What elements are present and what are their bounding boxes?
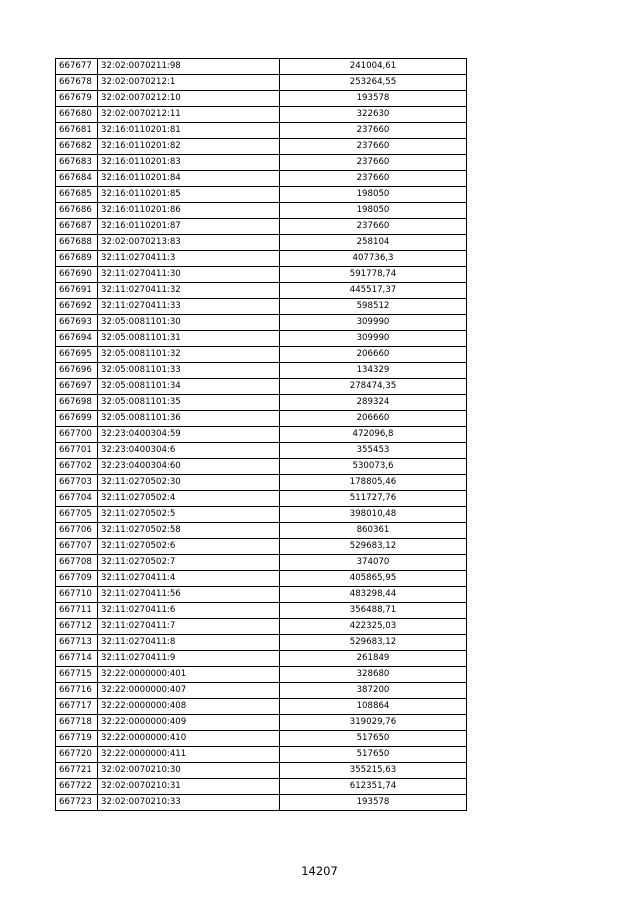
row-id-cell: 667681 (56, 123, 98, 139)
table-row (56, 459, 467, 475)
table-row (56, 203, 467, 219)
row-id-cell: 667712 (56, 619, 98, 635)
cadastral-value-cell: 517650 (280, 731, 467, 747)
row-id-cell: 667680 (56, 107, 98, 123)
cadastral-value-cell: 387200 (280, 683, 467, 699)
cadastral-number-cell: 32:02:0070212:11 (98, 107, 280, 123)
table-row (56, 539, 467, 555)
table-row (56, 75, 467, 91)
row-id-cell: 667721 (56, 763, 98, 779)
table-row (56, 91, 467, 107)
row-id-cell: 667707 (56, 539, 98, 555)
cadastral-value-cell: 398010,48 (280, 507, 467, 523)
table-row (56, 395, 467, 411)
row-id-cell: 667696 (56, 363, 98, 379)
row-id-cell: 667685 (56, 187, 98, 203)
cadastral-number-cell: 32:11:0270411:32 (98, 283, 280, 299)
cadastral-number-cell: 32:11:0270411:7 (98, 619, 280, 635)
row-id-cell: 667679 (56, 91, 98, 107)
cadastral-number-cell: 32:23:0400304:60 (98, 459, 280, 475)
table-row (56, 683, 467, 699)
table-row (56, 219, 467, 235)
cadastral-value-cell: 591778,74 (280, 267, 467, 283)
cadastral-value-cell: 193578 (280, 795, 467, 811)
cadastral-value-cell: 261849 (280, 651, 467, 667)
row-id-cell: 667691 (56, 283, 98, 299)
cadastral-value-cell: 241004,61 (280, 59, 467, 75)
cadastral-number-cell: 32:11:0270411:56 (98, 587, 280, 603)
table-row (56, 363, 467, 379)
row-id-cell: 667716 (56, 683, 98, 699)
table-row (56, 635, 467, 651)
cadastral-number-cell: 32:11:0270502:5 (98, 507, 280, 523)
table-row (56, 411, 467, 427)
cadastral-number-cell: 32:16:0110201:84 (98, 171, 280, 187)
row-id-cell: 667684 (56, 171, 98, 187)
cadastral-number-cell: 32:22:0000000:411 (98, 747, 280, 763)
table-row (56, 507, 467, 523)
table-row (56, 795, 467, 811)
row-id-cell: 667714 (56, 651, 98, 667)
row-id-cell: 667693 (56, 315, 98, 331)
row-id-cell: 667695 (56, 347, 98, 363)
cadastral-value-cell: 860361 (280, 523, 467, 539)
row-id-cell: 667698 (56, 395, 98, 411)
cadastral-number-cell: 32:22:0000000:410 (98, 731, 280, 747)
cadastral-number-cell: 32:02:0070211:98 (98, 59, 280, 75)
cadastral-value-cell: 134329 (280, 363, 467, 379)
row-id-cell: 667723 (56, 795, 98, 811)
cadastral-number-cell: 32:16:0110201:87 (98, 219, 280, 235)
cadastral-value-cell: 108864 (280, 699, 467, 715)
cadastral-number-cell: 32:22:0000000:409 (98, 715, 280, 731)
cadastral-number-cell: 32:05:0081101:35 (98, 395, 280, 411)
row-id-cell: 667703 (56, 475, 98, 491)
cadastral-value-cell: 237660 (280, 139, 467, 155)
table-row (56, 283, 467, 299)
table-row (56, 491, 467, 507)
row-id-cell: 667678 (56, 75, 98, 91)
table-row (56, 443, 467, 459)
cadastral-value-cell: 258104 (280, 235, 467, 251)
cadastral-value-cell: 529683,12 (280, 635, 467, 651)
cadastral-number-cell: 32:23:0400304:6 (98, 443, 280, 459)
table-row (56, 667, 467, 683)
cadastral-value-cell: 309990 (280, 315, 467, 331)
cadastral-value-cell: 237660 (280, 219, 467, 235)
cadastral-number-cell: 32:02:0070210:33 (98, 795, 280, 811)
cadastral-value-cell: 407736,3 (280, 251, 467, 267)
table-row (56, 475, 467, 491)
cadastral-number-cell: 32:11:0270411:8 (98, 635, 280, 651)
cadastral-number-cell: 32:11:0270411:30 (98, 267, 280, 283)
table-row (56, 571, 467, 587)
row-id-cell: 667722 (56, 779, 98, 795)
table-row (56, 555, 467, 571)
cadastral-number-cell: 32:11:0270411:3 (98, 251, 280, 267)
row-id-cell: 667717 (56, 699, 98, 715)
row-id-cell: 667711 (56, 603, 98, 619)
row-id-cell: 667708 (56, 555, 98, 571)
table-row (56, 603, 467, 619)
row-id-cell: 667699 (56, 411, 98, 427)
cadastral-value-cell: 319029,76 (280, 715, 467, 731)
row-id-cell: 667715 (56, 667, 98, 683)
row-id-cell: 667719 (56, 731, 98, 747)
row-id-cell: 667689 (56, 251, 98, 267)
row-id-cell: 667713 (56, 635, 98, 651)
cadastral-value-cell: 511727,76 (280, 491, 467, 507)
cadastral-number-cell: 32:05:0081101:32 (98, 347, 280, 363)
cadastral-value-cell: 356488,71 (280, 603, 467, 619)
table-row (56, 587, 467, 603)
cadastral-number-cell: 32:02:0070210:31 (98, 779, 280, 795)
cadastral-number-cell: 32:11:0270502:6 (98, 539, 280, 555)
cadastral-value-cell: 529683,12 (280, 539, 467, 555)
table-row (56, 331, 467, 347)
cadastral-value-cell: 530073,6 (280, 459, 467, 475)
table-row (56, 747, 467, 763)
row-id-cell: 667697 (56, 379, 98, 395)
row-id-cell: 667686 (56, 203, 98, 219)
row-id-cell: 667692 (56, 299, 98, 315)
row-id-cell: 667720 (56, 747, 98, 763)
cadastral-number-cell: 32:11:0270502:58 (98, 523, 280, 539)
table-row (56, 347, 467, 363)
table-row (56, 235, 467, 251)
cadastral-value-cell: 405865,95 (280, 571, 467, 587)
cadastral-number-cell: 32:11:0270502:4 (98, 491, 280, 507)
cadastral-number-cell: 32:05:0081101:33 (98, 363, 280, 379)
cadastral-value-cell: 612351,74 (280, 779, 467, 795)
table-row (56, 427, 467, 443)
table-body (56, 59, 467, 811)
cadastral-value-cell: 483298,44 (280, 587, 467, 603)
row-id-cell: 667700 (56, 427, 98, 443)
cadastral-value-cell: 422325,03 (280, 619, 467, 635)
cadastral-value-cell: 309990 (280, 331, 467, 347)
row-id-cell: 667688 (56, 235, 98, 251)
cadastral-value-cell: 178805,46 (280, 475, 467, 491)
table-row (56, 267, 467, 283)
cadastral-number-cell: 32:05:0081101:31 (98, 331, 280, 347)
table-row (56, 379, 467, 395)
cadastral-value-cell: 355453 (280, 443, 467, 459)
cadastral-value-cell: 472096,8 (280, 427, 467, 443)
cadastral-value-table (55, 58, 467, 811)
cadastral-number-cell: 32:16:0110201:86 (98, 203, 280, 219)
row-id-cell: 667677 (56, 59, 98, 75)
cadastral-value-cell: 278474,35 (280, 379, 467, 395)
cadastral-number-cell: 32:11:0270411:9 (98, 651, 280, 667)
table-row (56, 619, 467, 635)
cadastral-value-cell: 206660 (280, 347, 467, 363)
cadastral-number-cell: 32:16:0110201:85 (98, 187, 280, 203)
page-number: 14207 (301, 864, 338, 878)
table-row (56, 523, 467, 539)
row-id-cell: 667706 (56, 523, 98, 539)
cadastral-number-cell: 32:05:0081101:36 (98, 411, 280, 427)
row-id-cell: 667710 (56, 587, 98, 603)
table-row (56, 779, 467, 795)
cadastral-number-cell: 32:16:0110201:82 (98, 139, 280, 155)
cadastral-number-cell: 32:02:0070213:83 (98, 235, 280, 251)
row-id-cell: 667682 (56, 139, 98, 155)
table-row (56, 187, 467, 203)
cadastral-number-cell: 32:22:0000000:407 (98, 683, 280, 699)
row-id-cell: 667683 (56, 155, 98, 171)
cadastral-value-cell: 355215,63 (280, 763, 467, 779)
row-id-cell: 667687 (56, 219, 98, 235)
table-row (56, 299, 467, 315)
cadastral-value-cell: 253264,55 (280, 75, 467, 91)
table-row (56, 763, 467, 779)
cadastral-number-cell: 32:11:0270411:33 (98, 299, 280, 315)
row-id-cell: 667702 (56, 459, 98, 475)
cadastral-value-cell: 237660 (280, 155, 467, 171)
cadastral-number-cell: 32:02:0070212:10 (98, 91, 280, 107)
table-row (56, 171, 467, 187)
table-row (56, 59, 467, 75)
cadastral-value-cell: 517650 (280, 747, 467, 763)
cadastral-number-cell: 32:16:0110201:83 (98, 155, 280, 171)
cadastral-value-cell: 289324 (280, 395, 467, 411)
table-row (56, 139, 467, 155)
row-id-cell: 667701 (56, 443, 98, 459)
cadastral-number-cell: 32:22:0000000:408 (98, 699, 280, 715)
table-row (56, 251, 467, 267)
cadastral-number-cell: 32:05:0081101:34 (98, 379, 280, 395)
table-row (56, 651, 467, 667)
cadastral-value-cell: 328680 (280, 667, 467, 683)
cadastral-number-cell: 32:23:0400304:59 (98, 427, 280, 443)
cadastral-number-cell: 32:11:0270411:4 (98, 571, 280, 587)
row-id-cell: 667705 (56, 507, 98, 523)
cadastral-value-cell: 322630 (280, 107, 467, 123)
cadastral-value-cell: 193578 (280, 91, 467, 107)
cadastral-number-cell: 32:22:0000000:401 (98, 667, 280, 683)
cadastral-number-cell: 32:11:0270411:6 (98, 603, 280, 619)
cadastral-number-cell: 32:11:0270502:7 (98, 555, 280, 571)
cadastral-number-cell: 32:05:0081101:30 (98, 315, 280, 331)
cadastral-value-cell: 198050 (280, 187, 467, 203)
table-row (56, 155, 467, 171)
cadastral-number-cell: 32:11:0270502:30 (98, 475, 280, 491)
table-row (56, 699, 467, 715)
table-row (56, 715, 467, 731)
cadastral-number-cell: 32:16:0110201:81 (98, 123, 280, 139)
row-id-cell: 667704 (56, 491, 98, 507)
table-row (56, 123, 467, 139)
cadastral-value-cell: 374070 (280, 555, 467, 571)
cadastral-value-cell: 198050 (280, 203, 467, 219)
cadastral-value-cell: 237660 (280, 123, 467, 139)
row-id-cell: 667690 (56, 267, 98, 283)
table-row (56, 731, 467, 747)
row-id-cell: 667694 (56, 331, 98, 347)
table-row (56, 107, 467, 123)
cadastral-number-cell: 32:02:0070210:30 (98, 763, 280, 779)
cadastral-value-cell: 598512 (280, 299, 467, 315)
cadastral-value-cell: 445517,37 (280, 283, 467, 299)
cadastral-value-cell: 237660 (280, 171, 467, 187)
cadastral-number-cell: 32:02:0070212:1 (98, 75, 280, 91)
cadastral-value-cell: 206660 (280, 411, 467, 427)
row-id-cell: 667709 (56, 571, 98, 587)
row-id-cell: 667718 (56, 715, 98, 731)
table-row (56, 315, 467, 331)
